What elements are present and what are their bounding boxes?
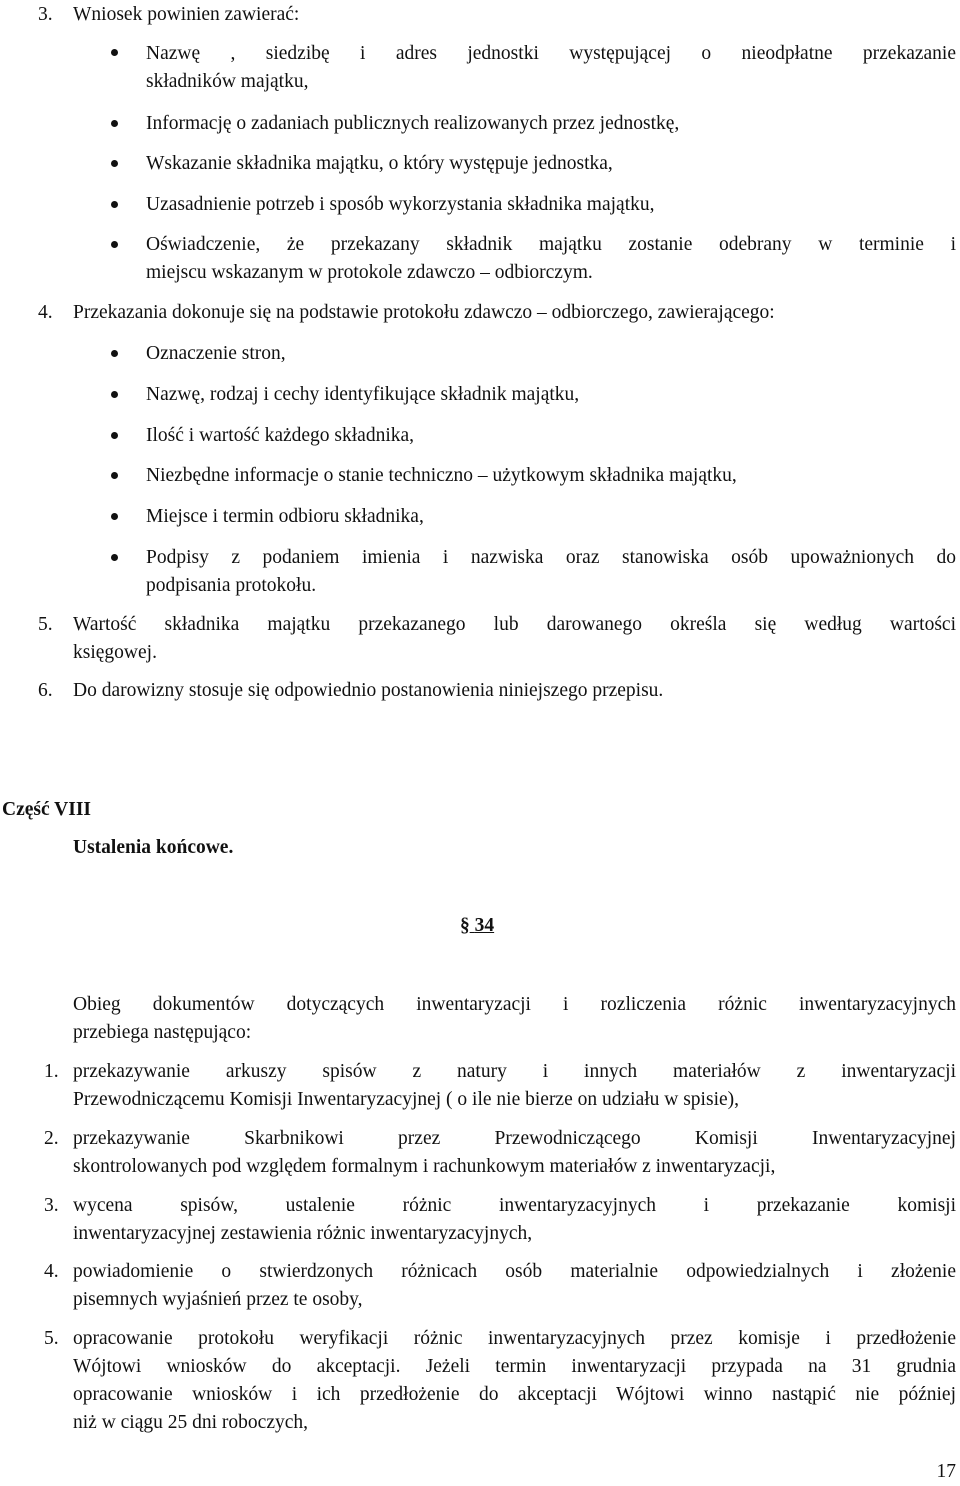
step-text: przekazywanie Skarbnikowi przez Przewodniczącego Komisji Inwentaryzacyjnej — [73, 1128, 956, 1149]
section-4-heading: Przekazania dokonuje się na podstawie protokołu zdawczo – odbiorczego, zawierającego: — [73, 302, 775, 323]
paragraph-number: 34 — [474, 915, 495, 936]
bullet-icon — [111, 120, 118, 127]
list-item: Wskazanie składnika majątku, o który występuje jednostka, — [146, 153, 613, 174]
part-subtitle: Ustalenia końcowe. — [73, 837, 234, 858]
step-text-continuation: Przewodniczącemu Komisji Inwentaryzacyjnej ( o ile nie bierze on udziału w spisie), — [73, 1089, 740, 1110]
step-number: 3. — [44, 1195, 59, 1216]
step-text-continuation: pisemnych wyjaśnień przez te osoby, — [73, 1289, 363, 1310]
bullet-icon — [111, 350, 118, 357]
section-5-text: Wartość składnika majątku przekazanego lub darowanego określa się według wartości — [73, 614, 956, 635]
step-number: 4. — [44, 1261, 59, 1282]
step-text: wycena spisów, ustalenie różnic inwentaryzacyjnych i przekazanie komisji — [73, 1195, 956, 1216]
list-item: Uzasadnienie potrzeb i sposób wykorzystania składnika majątku, — [146, 194, 655, 215]
list-item: Oznaczenie stron, — [146, 343, 286, 364]
section-6-text: Do darowizny stosuje się odpowiednio postanowienia niniejszego przepisu. — [73, 680, 664, 701]
step-text-continuation: opracowanie wniosków i ich przedłożenie do akceptacji Wójtowi winno nastąpić nie później — [73, 1384, 956, 1405]
bullet-icon — [111, 472, 118, 479]
list-item: Informację o zadaniach publicznych realizowanych przez jednostkę, — [146, 113, 680, 134]
list-item: Oświadczenie, że przekazany składnik majątku zostanie odebrany w terminie i — [146, 234, 956, 255]
paragraph-heading — [460, 912, 494, 940]
part-title: Część VIII — [2, 799, 92, 820]
bullet-icon — [111, 160, 118, 167]
list-item: Miejsce i termin odbioru składnika, — [146, 506, 424, 527]
step-number: 5. — [44, 1328, 59, 1349]
section-5-number: 5. — [38, 614, 53, 635]
step-text-continuation: Wójtowi wniosków do akceptacji. Jeżeli termin inwentaryzacji przypada na 31 grudnia — [73, 1356, 956, 1377]
list-item: Podpisy z podaniem imienia i nazwiska oraz stanowiska osób upoważnionych do — [146, 547, 956, 568]
list-item: Ilość i wartość każdego składnika, — [146, 425, 415, 446]
bullet-icon — [111, 432, 118, 439]
section-5-text-continuation: księgowej. — [73, 642, 157, 663]
section-3-number: 3. — [38, 4, 53, 25]
paragraph-symbol: § — [460, 915, 470, 936]
section-6-number: 6. — [38, 680, 53, 701]
page-number: 17 — [936, 1461, 956, 1482]
bullet-icon — [111, 201, 118, 208]
intro-text-continuation: przebiega następująco: — [73, 1022, 252, 1043]
list-item: Nazwę, rodzaj i cechy identyfikujące składnik majątku, — [146, 384, 580, 405]
bullet-icon — [111, 513, 118, 520]
step-text-continuation: inwentaryzacyjnej zestawienia różnic inwentaryzacyjnych, — [73, 1223, 533, 1244]
step-text-continuation: niż w ciągu 25 dni roboczych, — [73, 1412, 309, 1433]
step-text: opracowanie protokołu weryfikacji różnic inwentaryzacyjnych przez komisje i przedłożenie — [73, 1328, 956, 1349]
section-3-heading: Wniosek powinien zawierać: — [73, 4, 300, 25]
list-item: Niezbędne informacje o stanie techniczno – użytkowym składnika majątku, — [146, 465, 737, 486]
bullet-icon — [111, 241, 118, 248]
list-item-continuation: miejscu wskazanym w protokole zdawczo – odbiorczym. — [146, 262, 593, 283]
step-text: powiadomienie o stwierdzonych różnicach osób materialnie odpowiedzialnych i złożenie — [73, 1261, 956, 1282]
bullet-icon — [111, 49, 118, 56]
bullet-icon — [111, 554, 118, 561]
list-item: Nazwę , siedzibę i adres jednostki występującej o nieodpłatne przekazanie — [146, 43, 956, 64]
bullet-icon — [111, 391, 118, 398]
step-text-continuation: skontrolowanych pod względem formalnym i rachunkowym materiałów z inwentaryzacji, — [73, 1156, 776, 1177]
list-item-continuation: podpisania protokołu. — [146, 575, 317, 596]
intro-text: Obieg dokumentów dotyczących inwentaryzacji i rozliczenia różnic inwentaryzacyjnych — [73, 994, 956, 1015]
section-4-number: 4. — [38, 302, 53, 323]
step-number: 1. — [44, 1061, 59, 1082]
step-text: przekazywanie arkuszy spisów z natury i innych materiałów z inwentaryzacji — [73, 1061, 956, 1082]
step-number: 2. — [44, 1128, 59, 1149]
list-item-continuation: składników majątku, — [146, 71, 309, 92]
